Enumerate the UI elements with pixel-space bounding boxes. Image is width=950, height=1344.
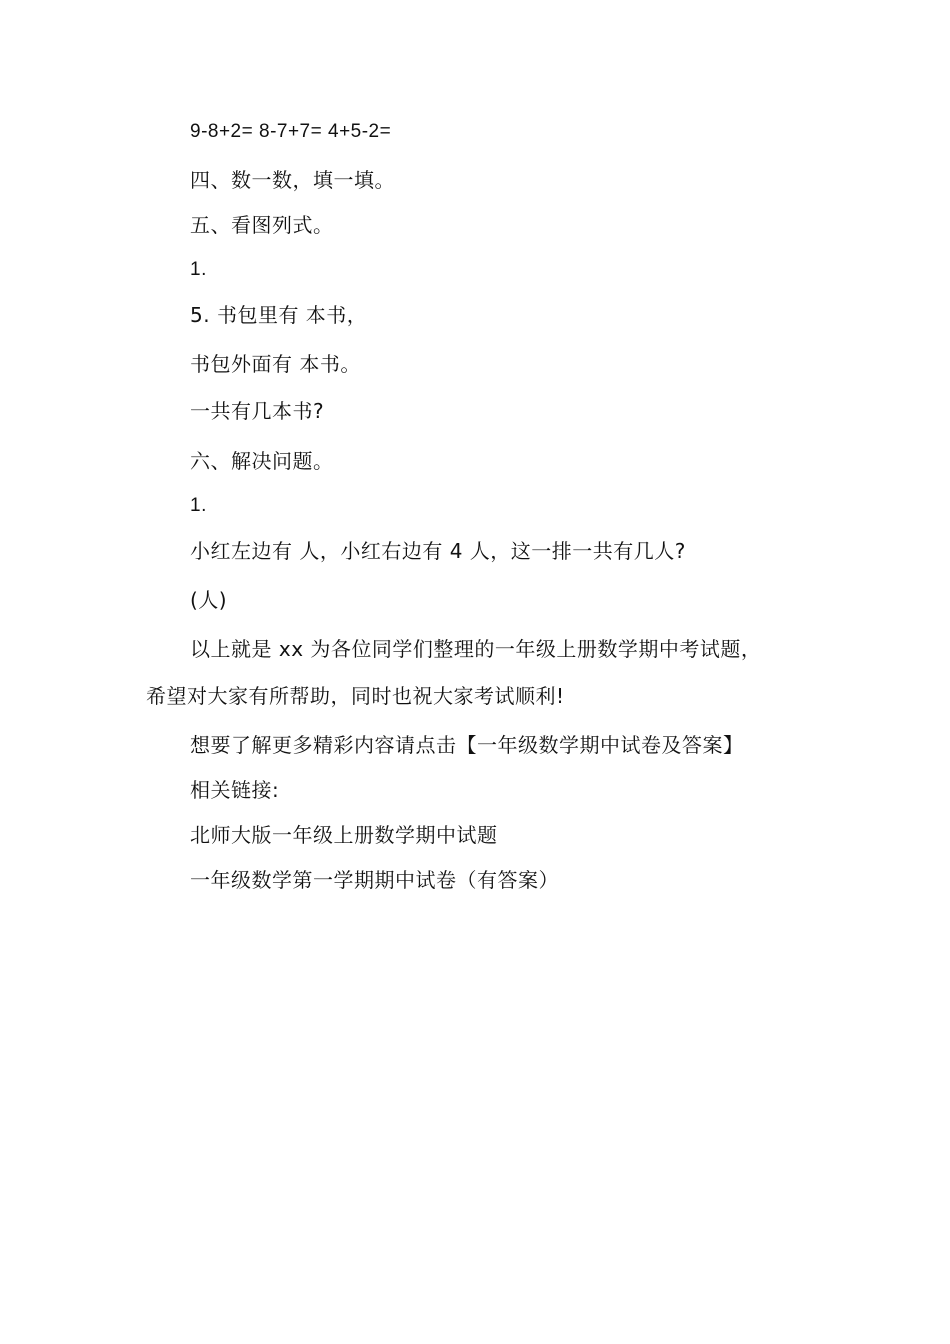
closing-paragraph-line-1: 以上就是 xx 为各位同学们整理的一年级上册数学期中考试题， [190,637,762,661]
more-content-link[interactable]: 想要了解更多精彩内容请点击【一年级数学期中试卷及答案】 [190,733,744,757]
total-books-question: 一共有几本书? [190,399,325,423]
row-people-question: 小红左边有 人，小红右边有 4 人，这一排一共有几人? [190,539,686,563]
item-number: 1. [190,259,207,280]
arithmetic-problems: 9-8+2= 8-7+7= 4+5-2= [190,121,392,142]
closing-paragraph-line-2: 希望对大家有所帮助，同时也祝大家考试顺利! [146,684,565,708]
related-links-label: 相关链接: [190,778,280,802]
section-five-heading: 五、看图列式。 [190,213,334,237]
books-outside-bag: 书包外面有 本书。 [190,352,361,376]
item-number: 1. [190,495,207,516]
related-link-1[interactable]: 北师大版一年级上册数学期中试题 [190,823,498,847]
section-six-heading: 六、解决问题。 [190,449,334,473]
section-four-heading: 四、数一数，填一填。 [190,168,395,192]
related-link-2[interactable]: 一年级数学第一学期期中试卷（有答案） [190,868,559,892]
answer-unit: (人) [190,588,228,612]
books-inside-bag: 5. 书包里有 本书， [190,303,368,327]
